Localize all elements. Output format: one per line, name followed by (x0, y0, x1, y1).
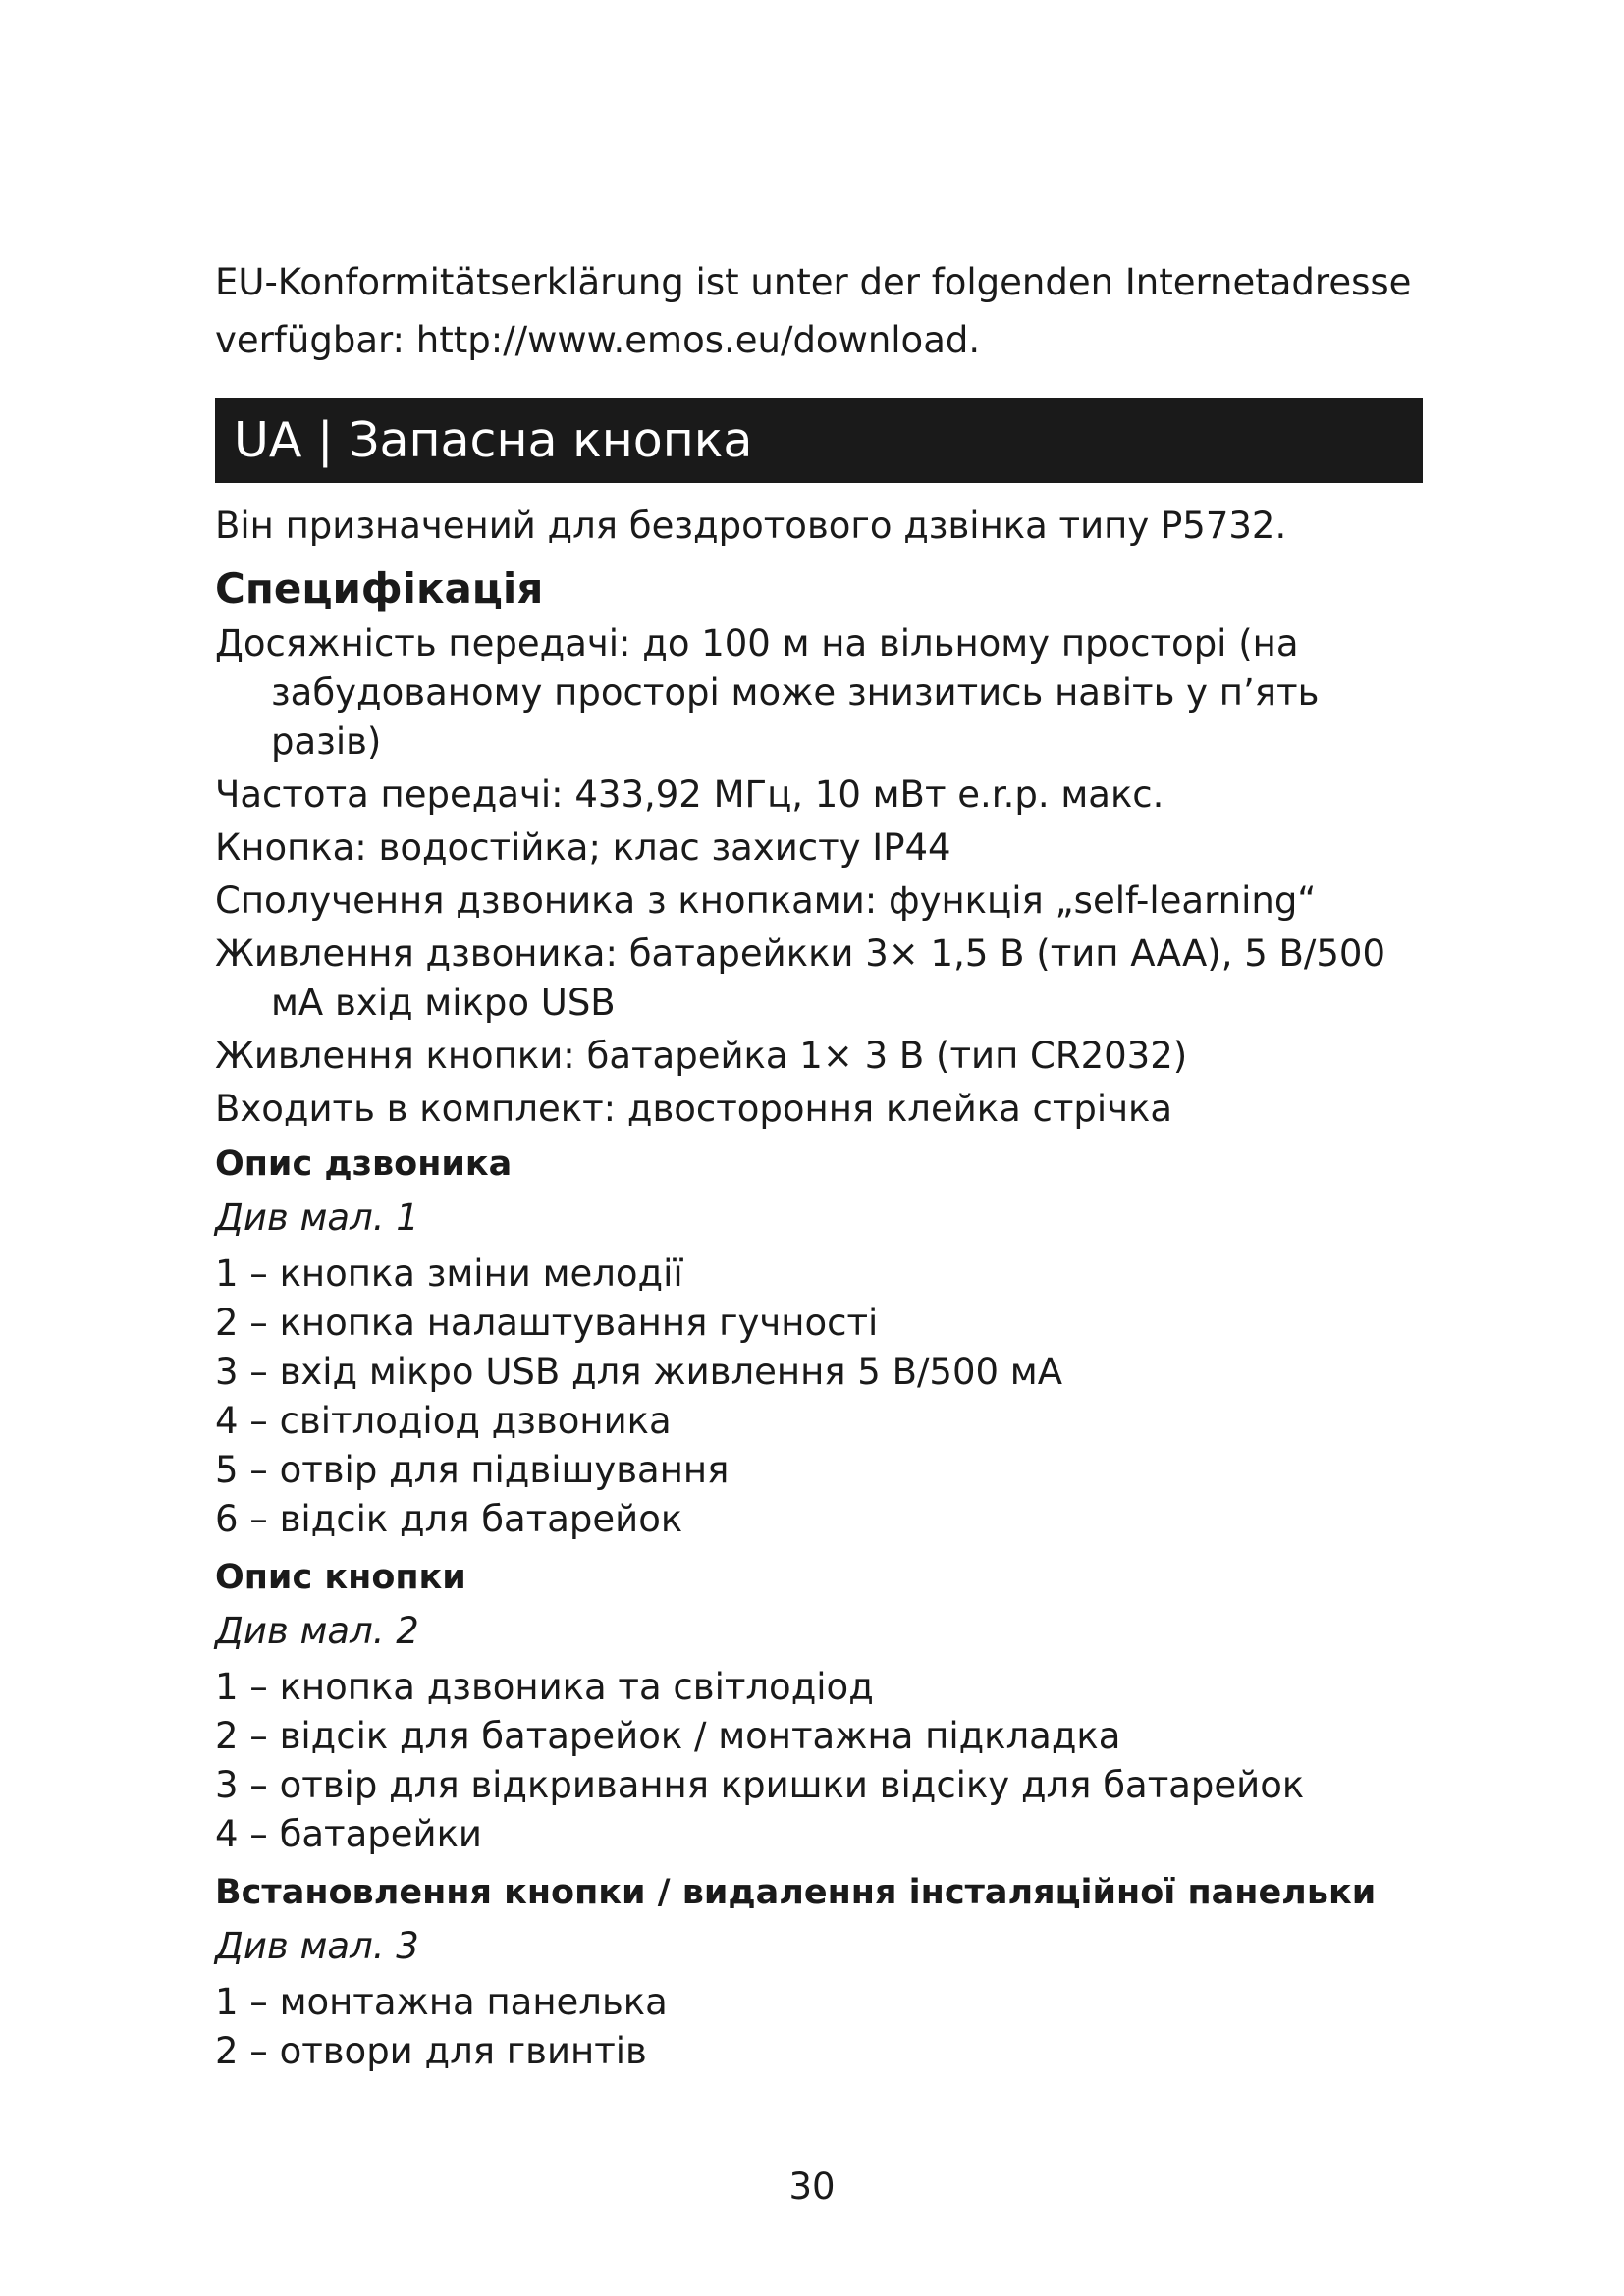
list-item: 2 – отвори для гвинтів (215, 2030, 647, 2072)
bell-description-list (215, 1250, 1423, 1544)
bell-description-heading: Опис дзвоника (215, 1145, 513, 1184)
spec-item-bell-power: Живлення дзвоника: батарейкки 3× 1,5 В (тип AAA), 5 В/500 мА вхід мікро USB (215, 933, 1385, 1024)
spec-item-button: Кнопка: водостійка; клас захисту IP44 (215, 827, 951, 869)
page-content (215, 253, 1423, 2076)
list-item: 1 – кнопка дзвоника та світлодіод (215, 1666, 874, 1708)
button-description-heading: Опис кнопки (215, 1558, 466, 1597)
list-item: 1 – кнопка зміни мелодії (215, 1253, 683, 1295)
bell-description-ref: Див мал. 1 (215, 1197, 419, 1239)
button-description-list (215, 1663, 1423, 1859)
installation-list (215, 1978, 1423, 2076)
button-description-ref: Див мал. 2 (215, 1610, 419, 1652)
spacer (215, 1544, 1423, 1550)
intro-line-2: verfügbar: http://www.emos.eu/download. (215, 319, 981, 361)
spec-item-package: Входить в комплект: двостороння клейка стрічка (215, 1088, 1173, 1130)
intro-paragraph (215, 253, 1423, 369)
spec-list (215, 619, 1423, 1134)
list-item: 1 – монтажна панелька (215, 1981, 668, 2023)
spec-item-frequency: Частота передачі: 433,92 МГц, 10 мВт e.r.p. макс. (215, 774, 1164, 816)
list-item: 2 – відсік для батарейок / монтажна підкладка (215, 1715, 1121, 1757)
list-item: 5 – отвір для підвішування (215, 1449, 730, 1491)
spec-item-pairing: Сполучення дзвоника з кнопками: функція „self-learning“ (215, 880, 1317, 922)
installation-heading: Встановлення кнопки / видалення інсталяційної панельки (215, 1873, 1377, 1912)
section-banner (215, 398, 1423, 483)
intro-line-1: EU-Konformitätserklärung ist unter der folgenden Internetadresse (215, 261, 1412, 303)
spacer (215, 1859, 1423, 1865)
section-banner-title: UA | Запасна кнопка (234, 412, 753, 468)
installation-ref: Див мал. 3 (215, 1925, 419, 1967)
spec-item-button-power: Живлення кнопки: батарейка 1× 3 В (тип CR2032) (215, 1035, 1188, 1077)
spec-item-range: Досяжність передачі: до 100 м на вільному просторі (на забудованому просторі може знизитись навіть у п’ять разів) (215, 622, 1320, 763)
list-item: 4 – батарейки (215, 1813, 482, 1855)
list-item: 4 – світлодіод дзвоника (215, 1400, 672, 1442)
page-number: 30 (788, 2165, 836, 2208)
list-item: 6 – відсік для батарейок (215, 1498, 683, 1540)
spec-heading: Специфікація (215, 564, 544, 613)
list-item: 3 – отвір для відкривання кришки відсіку для батарейок (215, 1764, 1305, 1806)
list-item: 2 – кнопка налаштування гучності (215, 1302, 879, 1344)
list-item: 3 – вхід мікро USB для живлення 5 В/500 мА (215, 1351, 1063, 1393)
purpose-text: Він призначений для бездротового дзвінка типу P5732. (215, 505, 1287, 547)
